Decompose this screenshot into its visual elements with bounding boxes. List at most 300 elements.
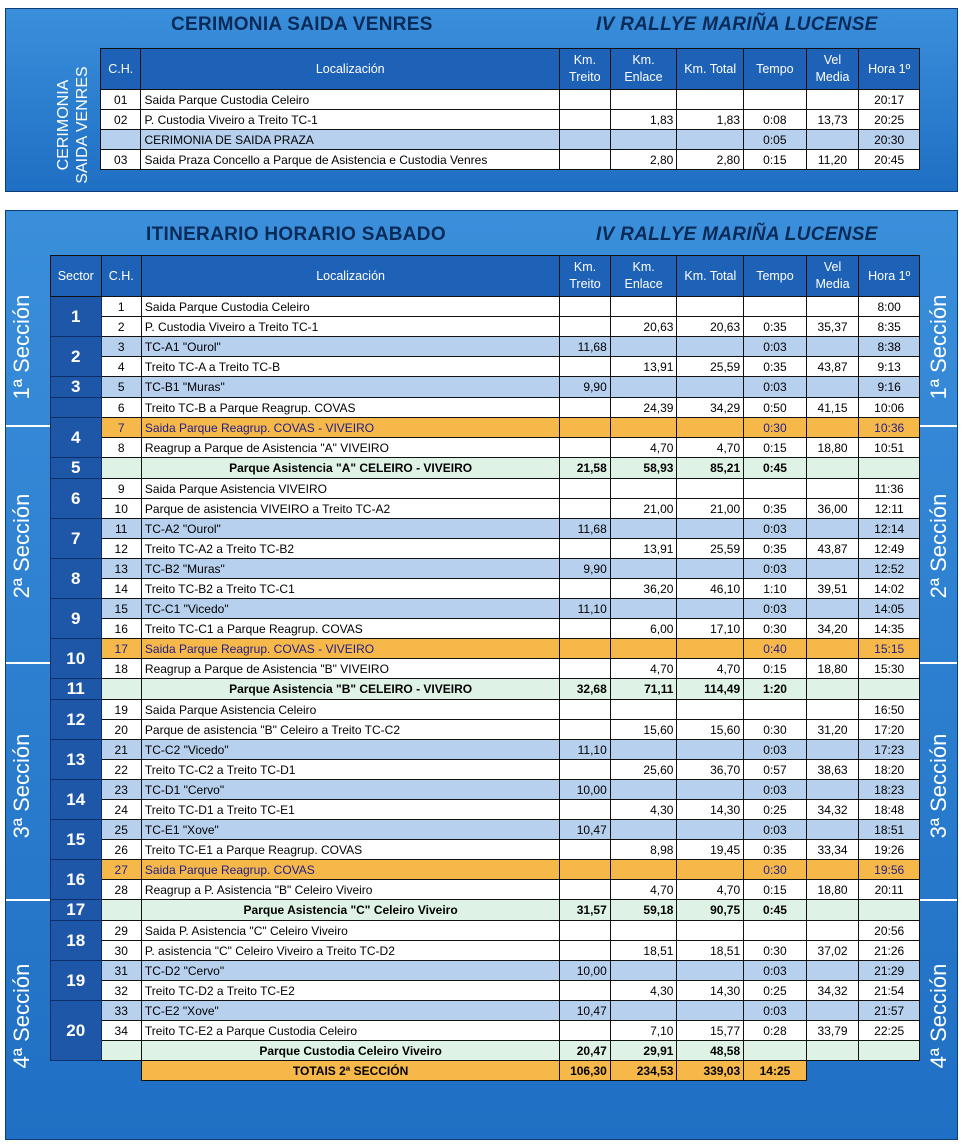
- sector-cell: 12: [51, 700, 102, 740]
- hora-cell: 21:57: [859, 1001, 920, 1021]
- km-total-cell: 4,70: [677, 880, 744, 900]
- location-cell: Parque Asistencia "C" Celeiro Viveiro: [141, 900, 559, 921]
- tempo-cell: 0:15: [744, 659, 807, 679]
- location-cell: TC-A2 "Ourol": [141, 519, 559, 539]
- location-cell: TC-D1 "Cervo": [141, 780, 559, 800]
- vel-media-cell: [806, 700, 859, 720]
- vel-media-cell: 34,32: [806, 800, 859, 820]
- km-total-cell: [677, 90, 744, 110]
- totals-tempo: 14:25: [744, 1061, 807, 1081]
- sector-cell: 18: [51, 921, 102, 961]
- km-enlace-cell: 4,70: [610, 659, 677, 679]
- vel-media-cell: 18,80: [806, 438, 859, 458]
- km-enlace-cell: [610, 337, 677, 357]
- table-row: [51, 297, 920, 317]
- table-row: [51, 961, 920, 981]
- tempo-cell: 0:03: [744, 377, 807, 398]
- km-total-cell: [677, 740, 744, 760]
- km-enlace-cell: 15,60: [610, 720, 677, 740]
- km-total-cell: 2,80: [677, 150, 744, 170]
- ch-cell: 11: [101, 519, 141, 539]
- vel-media-cell: [806, 1041, 859, 1061]
- section-3-label-right: 3ª Sección: [926, 733, 951, 839]
- km-total-cell: 14,30: [677, 800, 744, 820]
- km-total-cell: [677, 559, 744, 579]
- ch-cell: 25: [101, 820, 141, 840]
- tempo-cell: 0:35: [744, 499, 807, 519]
- table-row: [51, 679, 920, 700]
- km-treito-cell: [560, 418, 611, 438]
- hora-cell: 12:14: [859, 519, 920, 539]
- tempo-cell: [744, 1041, 807, 1061]
- vel-media-cell: [806, 1001, 859, 1021]
- ch-cell: 1: [101, 297, 141, 317]
- hora-cell: 21:29: [859, 961, 920, 981]
- ch-cell: 01: [101, 90, 141, 110]
- hora-cell: 20:17: [859, 90, 920, 110]
- table-row: [51, 941, 920, 961]
- km-treito-cell: [560, 700, 611, 720]
- km-total-cell: [677, 418, 744, 438]
- km-total-cell: 15,77: [677, 1021, 744, 1041]
- table-row: [101, 90, 920, 110]
- sector-cell: 4: [51, 418, 102, 458]
- hora-cell: 20:45: [859, 150, 920, 170]
- km-treito-cell: [560, 317, 611, 337]
- ch-cell: 03: [101, 150, 141, 170]
- table-row: [51, 639, 920, 659]
- table-row: [51, 1021, 920, 1041]
- table-row: [101, 110, 920, 130]
- vel-media-cell: 35,37: [806, 317, 859, 337]
- km-enlace-cell: [610, 780, 677, 800]
- tempo-cell: 0:28: [744, 1021, 807, 1041]
- vel-media-cell: [806, 418, 859, 438]
- km-enlace-cell: 4,30: [610, 981, 677, 1001]
- sector-cell: 16: [51, 860, 102, 900]
- table-row: [51, 800, 920, 820]
- sector-cell: 5: [51, 458, 102, 479]
- header-km-enlace: Km. Enlace: [610, 49, 677, 90]
- km-treito-cell: 11,10: [560, 599, 611, 619]
- km-total-cell: [677, 297, 744, 317]
- location-cell: TC-E1 "Xove": [141, 820, 559, 840]
- location-cell: Saida Parque Custodia Celeiro: [141, 297, 559, 317]
- table-row: [51, 740, 920, 760]
- km-total-cell: 14,30: [677, 981, 744, 1001]
- hora-cell: [859, 458, 920, 479]
- section-3-label-left: 3ª Sección: [9, 733, 34, 839]
- totals-row: [51, 1061, 920, 1081]
- location-cell: Parque de asistencia "B" Celeiro a Treito TC-C2: [141, 720, 559, 740]
- km-total-cell: [677, 820, 744, 840]
- ch-cell: 7: [101, 418, 141, 438]
- km-enlace-cell: [610, 519, 677, 539]
- sector-cell: 17: [51, 900, 102, 921]
- table-row: [51, 900, 920, 921]
- km-treito-cell: 11,68: [560, 519, 611, 539]
- km-treito-cell: [560, 297, 611, 317]
- vel-media-cell: [806, 780, 859, 800]
- sector-cell: 15: [51, 820, 102, 860]
- km-treito-cell: 10,00: [560, 961, 611, 981]
- tempo-cell: 0:03: [744, 559, 807, 579]
- km-total-cell: 46,10: [677, 579, 744, 599]
- hora-cell: 16:50: [859, 700, 920, 720]
- section-4-label-right: 4ª Sección: [926, 963, 951, 1069]
- hora-cell: 21:54: [859, 981, 920, 1001]
- cerimonia-title: CERIMONIA SAIDA VENRES: [171, 14, 433, 35]
- vel-media-cell: [806, 599, 859, 619]
- tempo-cell: 0:25: [744, 800, 807, 820]
- header-loc: Localización: [141, 256, 559, 297]
- tempo-cell: 0:35: [744, 317, 807, 337]
- km-total-cell: [677, 780, 744, 800]
- km-total-cell: 21,00: [677, 499, 744, 519]
- cerimonia-table: [100, 48, 920, 170]
- location-cell: Saida P. Asistencia "C" Celeiro Viveiro: [141, 921, 559, 941]
- km-treito-cell: 10,47: [560, 820, 611, 840]
- vel-media-cell: 36,00: [806, 499, 859, 519]
- hora-cell: 19:26: [859, 840, 920, 860]
- location-cell: Reagrup a P. Asistencia "B" Celeiro Viveiro: [141, 880, 559, 900]
- km-treito-cell: [560, 499, 611, 519]
- table-row: [51, 499, 920, 519]
- tempo-cell: 0:45: [744, 900, 807, 921]
- km-total-cell: 4,70: [677, 659, 744, 679]
- km-treito-cell: [560, 1021, 611, 1041]
- table-row: [51, 539, 920, 559]
- km-total-cell: 17,10: [677, 619, 744, 639]
- vel-media-cell: [806, 639, 859, 659]
- sector-cell: 3: [51, 377, 102, 398]
- ch-cell: 33: [101, 1001, 141, 1021]
- vel-media-cell: 34,32: [806, 981, 859, 1001]
- table-row: [51, 479, 920, 499]
- km-enlace-cell: [610, 377, 677, 398]
- location-cell: Reagrup a Parque de Asistencia "A" VIVEIRO: [141, 438, 559, 458]
- ch-cell: 17: [101, 639, 141, 659]
- table-row: [51, 377, 920, 398]
- cerimonia-rally-name: IV RALLYE MARIÑA LUCENSE: [596, 14, 878, 35]
- sector-cell: [51, 398, 102, 418]
- vel-media-cell: [806, 519, 859, 539]
- ch-cell: 14: [101, 579, 141, 599]
- tempo-cell: 0:03: [744, 961, 807, 981]
- km-total-cell: 25,59: [677, 539, 744, 559]
- ch-cell: [101, 900, 141, 921]
- table-row: [51, 921, 920, 941]
- location-cell: Treito TC-C1 a Parque Reagrup. COVAS: [141, 619, 559, 639]
- header-sector: Sector: [51, 256, 102, 297]
- table-row: [51, 659, 920, 679]
- km-treito-cell: [560, 880, 611, 900]
- km-treito-cell: [560, 760, 611, 780]
- table-row: [51, 619, 920, 639]
- vel-media-cell: 18,80: [806, 659, 859, 679]
- ch-cell: 5: [101, 377, 141, 398]
- hora-cell: 14:35: [859, 619, 920, 639]
- km-enlace-cell: 20,63: [610, 317, 677, 337]
- km-enlace-cell: 2,80: [610, 150, 677, 170]
- itinerario-rally-name: IV RALLYE MARIÑA LUCENSE: [596, 224, 878, 245]
- table-row: [51, 519, 920, 539]
- location-cell: Saida Parque Custodia Celeiro: [141, 90, 560, 110]
- hora-cell: 12:52: [859, 559, 920, 579]
- table-row: [51, 357, 920, 377]
- vel-media-cell: 37,02: [806, 941, 859, 961]
- km-total-cell: [677, 860, 744, 880]
- vel-media-cell: 31,20: [806, 720, 859, 740]
- km-enlace-cell: 25,60: [610, 760, 677, 780]
- hora-cell: 12:11: [859, 499, 920, 519]
- header-loc: Localización: [141, 49, 560, 90]
- vel-media-cell: 43,87: [806, 539, 859, 559]
- location-cell: CERIMONIA DE SAIDA PRAZA: [141, 130, 560, 150]
- tempo-cell: 0:30: [744, 418, 807, 438]
- ch-cell: 32: [101, 981, 141, 1001]
- header-km-enlace: Km. Enlace: [610, 256, 677, 297]
- ch-cell: 9: [101, 479, 141, 499]
- table-row: [101, 130, 920, 150]
- ch-cell: 28: [101, 880, 141, 900]
- table-row: [51, 720, 920, 740]
- vel-media-cell: [806, 479, 859, 499]
- table-row: [51, 317, 920, 337]
- km-enlace-cell: 7,10: [610, 1021, 677, 1041]
- tempo-cell: [744, 921, 807, 941]
- vel-media-cell: [806, 679, 859, 700]
- km-enlace-cell: [610, 418, 677, 438]
- table-row: [51, 418, 920, 438]
- location-cell: Treito TC-D2 a Treito TC-E2: [141, 981, 559, 1001]
- vel-media-cell: 18,80: [806, 880, 859, 900]
- km-enlace-cell: [610, 639, 677, 659]
- tempo-cell: 0:30: [744, 941, 807, 961]
- km-enlace-cell: 4,30: [610, 800, 677, 820]
- location-cell: Saida Parque Reagrup. COVAS - VIVEIRO: [141, 418, 559, 438]
- km-enlace-cell: [610, 90, 677, 110]
- cerimonia-panel: [5, 8, 958, 192]
- totals-label: TOTAIS 2ª SECCIÓN: [141, 1061, 559, 1081]
- km-enlace-cell: 6,00: [610, 619, 677, 639]
- km-total-cell: [677, 130, 744, 150]
- km-total-cell: [677, 921, 744, 941]
- tempo-cell: 0:03: [744, 820, 807, 840]
- ch-cell: 23: [101, 780, 141, 800]
- sector-cell: 13: [51, 740, 102, 780]
- ch-cell: 02: [101, 110, 141, 130]
- totals-spacer: [51, 1061, 142, 1081]
- hora-cell: 11:36: [859, 479, 920, 499]
- km-enlace-cell: 4,70: [610, 880, 677, 900]
- table-row: [101, 150, 920, 170]
- location-cell: Treito TC-B2 a Treito TC-C1: [141, 579, 559, 599]
- tempo-cell: 0:03: [744, 780, 807, 800]
- tempo-cell: 0:35: [744, 539, 807, 559]
- km-total-cell: [677, 519, 744, 539]
- km-enlace-cell: [610, 961, 677, 981]
- hora-cell: 17:23: [859, 740, 920, 760]
- location-cell: Parque Asistencia "A" CELEIRO - VIVEIRO: [141, 458, 559, 479]
- location-cell: Saida Parque Asistencia Celeiro: [141, 700, 559, 720]
- sector-cell: 2: [51, 337, 102, 377]
- km-total-cell: 1,83: [677, 110, 744, 130]
- itinerario-panel: [5, 210, 958, 1140]
- ch-cell: [101, 458, 141, 479]
- km-treito-cell: 21,58: [560, 458, 611, 479]
- km-enlace-cell: [610, 130, 677, 150]
- vel-media-cell: [806, 559, 859, 579]
- km-treito-cell: [560, 110, 611, 130]
- ch-cell: 19: [101, 700, 141, 720]
- location-cell: Treito TC-B a Parque Reagrup. COVAS: [141, 398, 559, 418]
- header-hora: Hora 1º: [859, 49, 920, 90]
- km-enlace-cell: [610, 860, 677, 880]
- ch-cell: 2: [101, 317, 141, 337]
- km-treito-cell: [560, 941, 611, 961]
- km-total-cell: [677, 700, 744, 720]
- km-enlace-cell: [610, 479, 677, 499]
- km-treito-cell: [560, 150, 611, 170]
- vel-media-cell: 41,15: [806, 398, 859, 418]
- table-row: [51, 398, 920, 418]
- km-enlace-cell: 58,93: [610, 458, 677, 479]
- km-total-cell: 15,60: [677, 720, 744, 740]
- location-cell: Treito TC-C2 a Treito TC-D1: [141, 760, 559, 780]
- header-row: [51, 256, 920, 297]
- vel-media-cell: [806, 900, 859, 921]
- vel-media-cell: [806, 820, 859, 840]
- tempo-cell: 0:03: [744, 740, 807, 760]
- km-treito-cell: [560, 438, 611, 458]
- km-enlace-cell: 13,91: [610, 539, 677, 559]
- km-treito-cell: [560, 539, 611, 559]
- hora-cell: 8:38: [859, 337, 920, 357]
- hora-cell: 18:48: [859, 800, 920, 820]
- km-treito-cell: 11,68: [560, 337, 611, 357]
- km-total-cell: [677, 639, 744, 659]
- header-tempo: Tempo: [744, 49, 807, 90]
- ch-cell: [101, 679, 141, 700]
- km-treito-cell: 10,00: [560, 780, 611, 800]
- hora-cell: 15:30: [859, 659, 920, 679]
- hora-cell: 17:20: [859, 720, 920, 740]
- km-total-cell: 48,58: [677, 1041, 744, 1061]
- km-total-cell: [677, 961, 744, 981]
- tempo-cell: 0:30: [744, 860, 807, 880]
- km-total-cell: 36,70: [677, 760, 744, 780]
- sector-cell: 10: [51, 639, 102, 679]
- section-1-label-left: 1ª Sección: [9, 294, 34, 400]
- hora-cell: 20:30: [859, 130, 920, 150]
- km-total-cell: 4,70: [677, 438, 744, 458]
- hora-cell: 10:51: [859, 438, 920, 458]
- section-2-label-right: 2ª Sección: [926, 493, 951, 599]
- km-enlace-cell: 29,91: [610, 1041, 677, 1061]
- location-cell: Reagrup a Parque de Asistencia "B" VIVEIRO: [141, 659, 559, 679]
- location-cell: P. Custodia Viveiro a Treito TC-1: [141, 317, 559, 337]
- tempo-cell: 0:57: [744, 760, 807, 780]
- table-row: [51, 760, 920, 780]
- km-total-cell: 25,59: [677, 357, 744, 377]
- tempo-cell: [744, 297, 807, 317]
- km-enlace-cell: 8,98: [610, 840, 677, 860]
- table-row: [51, 700, 920, 720]
- km-total-cell: [677, 599, 744, 619]
- vel-media-cell: 13,73: [806, 110, 859, 130]
- location-cell: Parque Custodia Celeiro Viveiro: [141, 1041, 559, 1061]
- tempo-cell: [744, 90, 807, 110]
- tempo-cell: 0:35: [744, 840, 807, 860]
- totals-km-enlace: 234,53: [610, 1061, 677, 1081]
- km-treito-cell: 11,10: [560, 740, 611, 760]
- vel-media-cell: [806, 921, 859, 941]
- location-cell: P. asistencia "C" Celeiro Viveiro a Treito TC-D2: [141, 941, 559, 961]
- header-ch: C.H.: [101, 49, 141, 90]
- hora-cell: 20:11: [859, 880, 920, 900]
- tempo-cell: 1:20: [744, 679, 807, 700]
- sector-cell: 14: [51, 780, 102, 820]
- km-total-cell: [677, 337, 744, 357]
- km-treito-cell: 31,57: [560, 900, 611, 921]
- table-row: [51, 337, 920, 357]
- ch-cell: [101, 130, 141, 150]
- km-treito-cell: [560, 90, 611, 110]
- tempo-cell: 1:10: [744, 579, 807, 599]
- vel-media-cell: [806, 90, 859, 110]
- km-treito-cell: [560, 130, 611, 150]
- sector-cell: 19: [51, 961, 102, 1001]
- location-cell: Parque Asistencia "B" CELEIRO - VIVEIRO: [141, 679, 559, 700]
- km-enlace-cell: 59,18: [610, 900, 677, 921]
- vel-media-cell: 38,63: [806, 760, 859, 780]
- table-row: [51, 820, 920, 840]
- km-enlace-cell: [610, 820, 677, 840]
- hora-cell: [859, 679, 920, 700]
- hora-cell: 18:51: [859, 820, 920, 840]
- table-row: [51, 981, 920, 1001]
- hora-cell: 18:20: [859, 760, 920, 780]
- vel-media-cell: [806, 130, 859, 150]
- table-row: [51, 438, 920, 458]
- vel-media-cell: 34,20: [806, 619, 859, 639]
- hora-cell: [859, 900, 920, 921]
- hora-cell: 9:13: [859, 357, 920, 377]
- section-4-label-left: 4ª Sección: [9, 963, 34, 1069]
- tempo-cell: 0:05: [744, 130, 807, 150]
- hora-cell: 14:05: [859, 599, 920, 619]
- vel-media-cell: [806, 740, 859, 760]
- sector-cell: 20: [51, 1001, 102, 1061]
- km-enlace-cell: 24,39: [610, 398, 677, 418]
- header-km-total: Km. Total: [677, 49, 744, 90]
- ch-cell: 15: [101, 599, 141, 619]
- ch-cell: 34: [101, 1021, 141, 1041]
- cerimonia-side-label: CERIMONIA SAIDA VENRES: [55, 66, 91, 184]
- ch-cell: 10: [101, 499, 141, 519]
- vel-media-cell: [806, 337, 859, 357]
- ch-cell: 16: [101, 619, 141, 639]
- km-treito-cell: 20,47: [560, 1041, 611, 1061]
- section-divider: [6, 899, 50, 901]
- sector-cell: 6: [51, 479, 102, 519]
- hora-cell: 8:00: [859, 297, 920, 317]
- location-cell: Treito TC-D1 a Treito TC-E1: [141, 800, 559, 820]
- section-2-label-left: 2ª Sección: [9, 493, 34, 599]
- km-treito-cell: [560, 398, 611, 418]
- km-total-cell: [677, 479, 744, 499]
